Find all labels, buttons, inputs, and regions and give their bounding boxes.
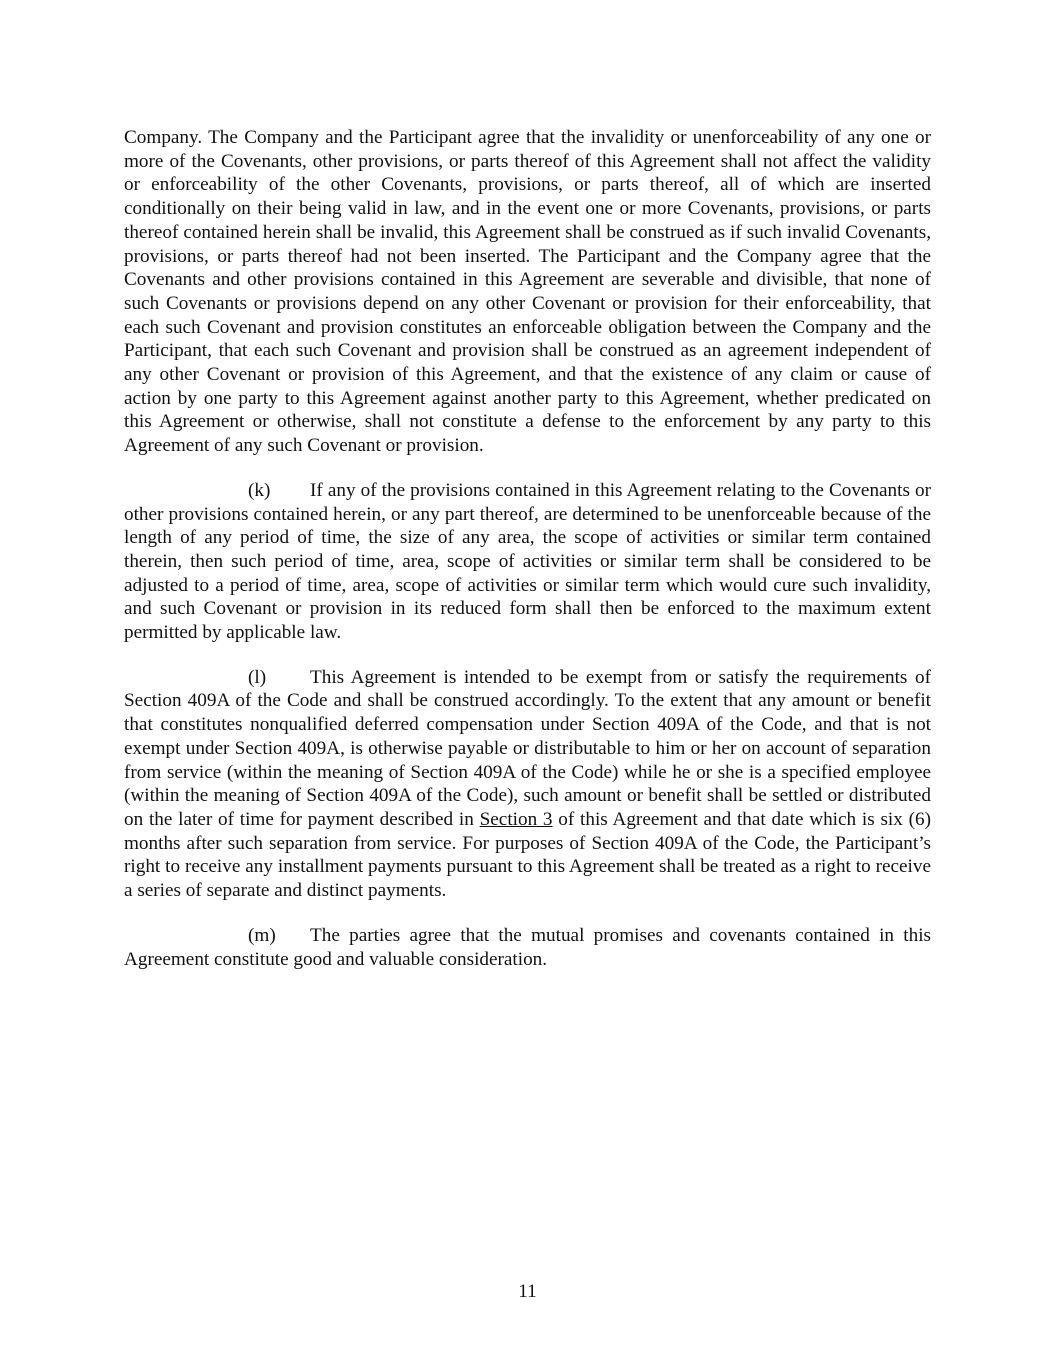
section-m-text: The parties agree that the mutual promises and covenants contained in this Agreement constitute good and valuable consideration.: [124, 924, 931, 970]
section-l-label: (l): [248, 666, 267, 688]
section-k-paragraph: [124, 479, 931, 645]
section-k-label: (k): [248, 479, 271, 501]
section-m-label: (m): [248, 924, 276, 946]
section-l-text-before-reference: This Agreement is intended to be exempt from or satisfy the requirements of Section 409A of the Code and shall be construed accordingly. To the extent that any amount or benefit that constitutes nonqualified deferred compensation under Section 409A of the Code, and that is not exempt under Section 409A, is otherwise payable or distributable to him or her on account of separation from service (within the meaning of Section 409A of the Code) while he or she is a specified employee (within the meaning of Section 409A of the Code), such amount or benefit shall be settled or distributed on the later of time for payment described in: [124, 666, 931, 830]
section-l-paragraph: [124, 666, 931, 903]
continuation-paragraph: Company. The Company and the Participant agree that the invalidity or unenforceability of any one or more of the Covenants, other provisions, or parts thereof of this Agreement shall not affect the validity or enforceability of the other Covenants, provisions, or parts thereof, all of which are inserted conditionally on their being valid in law, and in the event one or more Covenants, provisions, or parts thereof contained herein shall be invalid, this Agreement shall be construed as if such invalid Covenants, provisions, or parts thereof had not been inserted. The Participant and the Company agree that the Covenants and other provisions contained in this Agreement are severable and divisible, that none of such Covenants or provisions depend on any other Covenant or provision for their enforceability, that each such Covenant and provision constitutes an enforceable obligation between the Company and the Participant, that each such Covenant and provision shall be construed as an agreement independent of any other Covenant or provision of this Agreement, and that the existence of any claim or cause of action by one party to this Agreement against another party to this Agreement, whether predicated on this Agreement or otherwise, shall not constitute a defense to the enforcement by any party to this Agreement of any such Covenant or provision.: [124, 127, 931, 457]
section-k-text: If any of the provisions contained in this Agreement relating to the Covenants or other provisions contained herein, or any part thereof, are determined to be unenforceable because of the length of any period of time, the size of any area, the scope of activities or similar term contained therein, then such period of time, area, scope of activities or similar term shall be considered to be adjusted to a period of time, area, scope of activities or similar term which would cure such invalidity, and such Covenant or provision in its reduced form shall then be enforced to the maximum extent permitted by applicable law.: [124, 479, 931, 644]
section-m-paragraph: [124, 924, 931, 971]
page-number: 11: [518, 1281, 537, 1302]
section-l-text-after-reference: of this Agreement and that date which is six (6) months after such separation from service. For purposes of Section 409A of the Code, the Participant’s right to receive any installment payments pursuant to this Agreement shall be treated as a right to receive a series of separate and distinct payments.: [124, 808, 931, 902]
section-3-reference: Section 3: [479, 808, 553, 830]
document-body: [124, 126, 931, 992]
